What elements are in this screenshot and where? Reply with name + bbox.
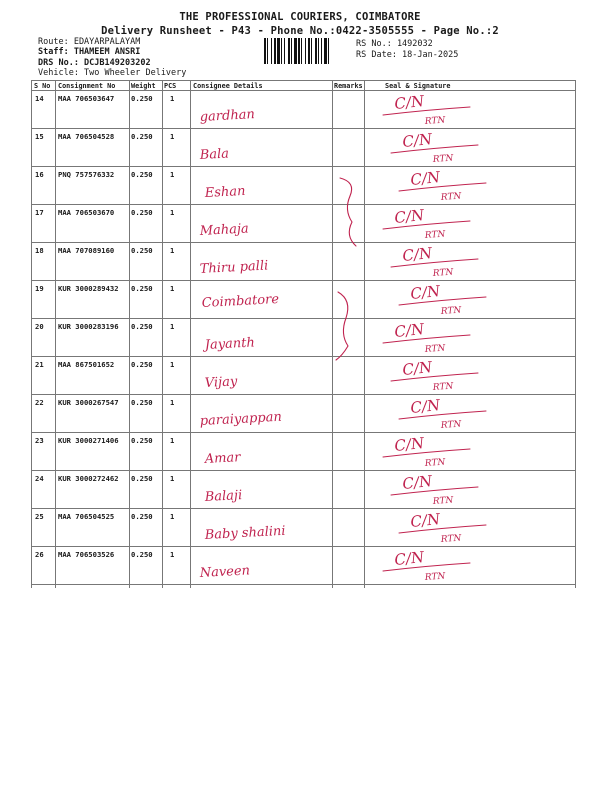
- table-top-rule: [31, 80, 576, 81]
- cell-sno: 24: [35, 474, 44, 483]
- cell-pcs: 1: [170, 436, 175, 445]
- barcode-bar: [267, 38, 268, 64]
- cell-pcs: 1: [170, 398, 175, 407]
- row-rule: [31, 280, 576, 281]
- cell-consignment: MAA 707089160: [58, 246, 115, 255]
- seal-rtn-handwriting: RTN: [432, 267, 454, 279]
- header-pcs: PCS: [164, 82, 177, 90]
- barcode: [264, 38, 354, 64]
- consignee-handwriting: Jayanth: [204, 335, 256, 353]
- cell-sno: 20: [35, 322, 44, 331]
- runsheet-title: Delivery Runsheet - P43 - Phone No.:0422-3505555 - Page No.:2: [101, 25, 499, 37]
- barcode-bar: [318, 38, 319, 64]
- cell-consignment: KUR 3000283196: [58, 322, 119, 331]
- row-rule: [31, 356, 576, 357]
- cell-weight: 0.250: [131, 170, 153, 179]
- header-consignment: Consignment No: [58, 82, 116, 90]
- vehicle-text: Vehicle: Two Wheeler Delivery: [38, 68, 187, 78]
- consignee-handwriting: Naveen: [199, 563, 251, 581]
- cell-pcs: 1: [170, 512, 175, 521]
- cell-weight: 0.250: [131, 474, 153, 483]
- seal-stroke: [399, 297, 486, 305]
- seal-rtn-handwriting: RTN: [424, 571, 446, 583]
- seal-rtn-handwriting: RTN: [424, 115, 446, 127]
- row-rule: [31, 204, 576, 205]
- cell-pcs: 1: [170, 360, 175, 369]
- barcode-bar: [324, 38, 327, 64]
- consignee-handwriting: Thiru palli: [199, 258, 269, 277]
- table-right-rule: [575, 80, 576, 588]
- seal-rtn-handwriting: RTN: [424, 229, 446, 241]
- seal-cn-handwriting: C/N: [393, 91, 425, 113]
- cell-consignment: PNQ 757576332: [58, 170, 115, 179]
- seal-rtn-handwriting: RTN: [432, 381, 454, 393]
- seal-rtn-handwriting: RTN: [440, 305, 462, 317]
- seal-rtn-handwriting: RTN: [424, 343, 446, 355]
- header-weight: Weight: [131, 82, 156, 90]
- consignee-handwriting: Eshan: [204, 183, 246, 201]
- cell-pcs: 1: [170, 208, 175, 217]
- seal-cn-handwriting: C/N: [409, 509, 441, 531]
- cell-consignment: MAA 706503670: [58, 208, 115, 217]
- row-rule: [31, 128, 576, 129]
- seal-rtn-handwriting: RTN: [440, 419, 462, 431]
- seal-rtn-handwriting: RTN: [432, 495, 454, 507]
- seal-stroke: [391, 145, 478, 153]
- col-rule: [129, 80, 130, 588]
- cell-weight: 0.250: [131, 398, 153, 407]
- cell-weight: 0.250: [131, 436, 153, 445]
- seal-stroke: [383, 107, 470, 115]
- staff-value: Staff: THAMEEM ANSRI: [38, 47, 141, 57]
- seal-cn-handwriting: C/N: [409, 281, 441, 303]
- seal-cn-handwriting: C/N: [393, 205, 425, 227]
- barcode-bar: [321, 38, 322, 64]
- remarks-brace: [336, 292, 348, 360]
- seal-stroke: [399, 411, 486, 419]
- table-header-rule: [31, 90, 576, 91]
- barcode-bar: [281, 38, 282, 64]
- cell-pcs: 1: [170, 170, 175, 179]
- barcode-bar: [294, 38, 297, 64]
- row-rule: [31, 584, 576, 585]
- barcode-bar: [298, 38, 300, 64]
- cell-pcs: 1: [170, 550, 175, 559]
- col-rule: [55, 80, 56, 588]
- cell-sno: 16: [35, 170, 44, 179]
- cell-pcs: 1: [170, 132, 175, 141]
- seal-rtn-handwriting: RTN: [440, 191, 462, 203]
- seal-stroke: [383, 449, 470, 457]
- cell-weight: 0.250: [131, 360, 153, 369]
- consignee-handwriting: Amar: [204, 450, 241, 467]
- seal-cn-handwriting: C/N: [401, 129, 433, 151]
- row-rule: [31, 470, 576, 471]
- rs-date-text: RS Date: 18-Jan-2025: [356, 50, 459, 60]
- cell-consignment: MAA 706503526: [58, 550, 115, 559]
- seal-rtn-handwriting: RTN: [424, 457, 446, 469]
- seal-cn-handwriting: C/N: [409, 167, 441, 189]
- barcode-bar: [291, 38, 292, 64]
- consignee-handwriting: paraiyappan: [199, 409, 283, 429]
- consignee-handwriting: Mahaja: [199, 221, 250, 239]
- header-consignee: Consignee Details: [193, 82, 263, 90]
- seal-cn-handwriting: C/N: [401, 243, 433, 265]
- cell-consignment: KUR 3000272462: [58, 474, 119, 483]
- table-left-rule: [31, 80, 32, 588]
- barcode-bar: [264, 38, 266, 64]
- col-rule: [364, 80, 365, 588]
- seal-stroke: [391, 373, 478, 381]
- row-rule: [31, 394, 576, 395]
- consignee-handwriting: Coimbatore: [201, 291, 280, 311]
- cell-sno: 15: [35, 132, 44, 141]
- col-rule: [332, 80, 333, 588]
- cell-pcs: 1: [170, 284, 175, 293]
- seal-cn-handwriting: C/N: [409, 395, 441, 417]
- cell-weight: 0.250: [131, 94, 153, 103]
- barcode-bar: [311, 38, 312, 64]
- cell-weight: 0.250: [131, 208, 153, 217]
- cell-consignment: MAA 867501652: [58, 360, 115, 369]
- barcode-bar: [315, 38, 317, 64]
- row-rule: [31, 508, 576, 509]
- col-rule: [162, 80, 163, 588]
- cell-consignment: MAA 706504525: [58, 512, 115, 521]
- cell-sno: 26: [35, 550, 44, 559]
- barcode-bar: [274, 38, 276, 64]
- barcode-bar: [271, 38, 272, 64]
- seal-cn-handwriting: C/N: [401, 471, 433, 493]
- staff-text: [38, 47, 140, 58]
- company-title: THE PROFESSIONAL COURIERS, COIMBATORE: [179, 11, 421, 23]
- seal-cn-handwriting: C/N: [393, 433, 425, 455]
- barcode-bar: [277, 38, 280, 64]
- cell-sno: 18: [35, 246, 44, 255]
- consignee-handwriting: Bala: [199, 146, 230, 163]
- col-rule: [190, 80, 191, 588]
- seal-stroke: [383, 221, 470, 229]
- header-remarks: Remarks: [334, 82, 363, 90]
- header-signature: Seal & Signature: [385, 82, 451, 90]
- barcode-bar: [305, 38, 306, 64]
- cell-pcs: 1: [170, 322, 175, 331]
- cell-pcs: 1: [170, 94, 175, 103]
- cell-sno: 17: [35, 208, 44, 217]
- seal-stroke: [383, 335, 470, 343]
- cell-pcs: 1: [170, 246, 175, 255]
- cell-consignment: KUR 3000267547: [58, 398, 119, 407]
- row-rule: [31, 166, 576, 167]
- seal-cn-handwriting: C/N: [393, 547, 425, 569]
- barcode-bar: [284, 38, 285, 64]
- row-rule: [31, 242, 576, 243]
- cell-sno: 23: [35, 436, 44, 445]
- cell-sno: 22: [35, 398, 44, 407]
- cell-consignment: KUR 3000289432: [58, 284, 119, 293]
- barcode-bar: [301, 38, 302, 64]
- seal-rtn-handwriting: RTN: [440, 533, 462, 545]
- seal-cn-handwriting: C/N: [393, 319, 425, 341]
- cell-sno: 25: [35, 512, 44, 521]
- route-text: Route: EDAYARPALAYAM: [38, 37, 141, 47]
- row-rule: [31, 432, 576, 433]
- seal-stroke: [399, 183, 486, 191]
- seal-cn-handwriting: C/N: [401, 357, 433, 379]
- seal-stroke: [391, 259, 478, 267]
- barcode-bar: [288, 38, 290, 64]
- consignee-handwriting: gardhan: [199, 107, 256, 125]
- seal-stroke: [391, 487, 478, 495]
- cell-consignment: KUR 3000271406: [58, 436, 119, 445]
- cell-weight: 0.250: [131, 246, 153, 255]
- consignee-handwriting: Baby shalini: [204, 523, 286, 543]
- seal-stroke: [399, 525, 486, 533]
- cell-sno: 21: [35, 360, 44, 369]
- cell-consignment: MAA 706504528: [58, 132, 115, 141]
- cell-weight: 0.250: [131, 322, 153, 331]
- barcode-bar: [308, 38, 310, 64]
- cell-weight: 0.250: [131, 284, 153, 293]
- cell-sno: 14: [35, 94, 44, 103]
- cell-weight: 0.250: [131, 132, 153, 141]
- remarks-brace: [340, 178, 356, 246]
- drs-value: DRS No.: DCJB149203202: [38, 58, 151, 68]
- row-rule: [31, 546, 576, 547]
- barcode-bar: [328, 38, 329, 64]
- seal-stroke: [383, 563, 470, 571]
- cell-weight: 0.250: [131, 512, 153, 521]
- consignee-handwriting: Balaji: [204, 488, 243, 505]
- rs-no-text: RS No.: 1492032: [356, 39, 433, 49]
- cell-consignment: MAA 706503647: [58, 94, 115, 103]
- cell-weight: 0.250: [131, 550, 153, 559]
- cell-sno: 19: [35, 284, 44, 293]
- seal-rtn-handwriting: RTN: [432, 153, 454, 165]
- row-rule: [31, 318, 576, 319]
- header-sno: S No: [34, 82, 51, 90]
- cell-pcs: 1: [170, 474, 175, 483]
- consignee-handwriting: Vijay: [204, 374, 238, 391]
